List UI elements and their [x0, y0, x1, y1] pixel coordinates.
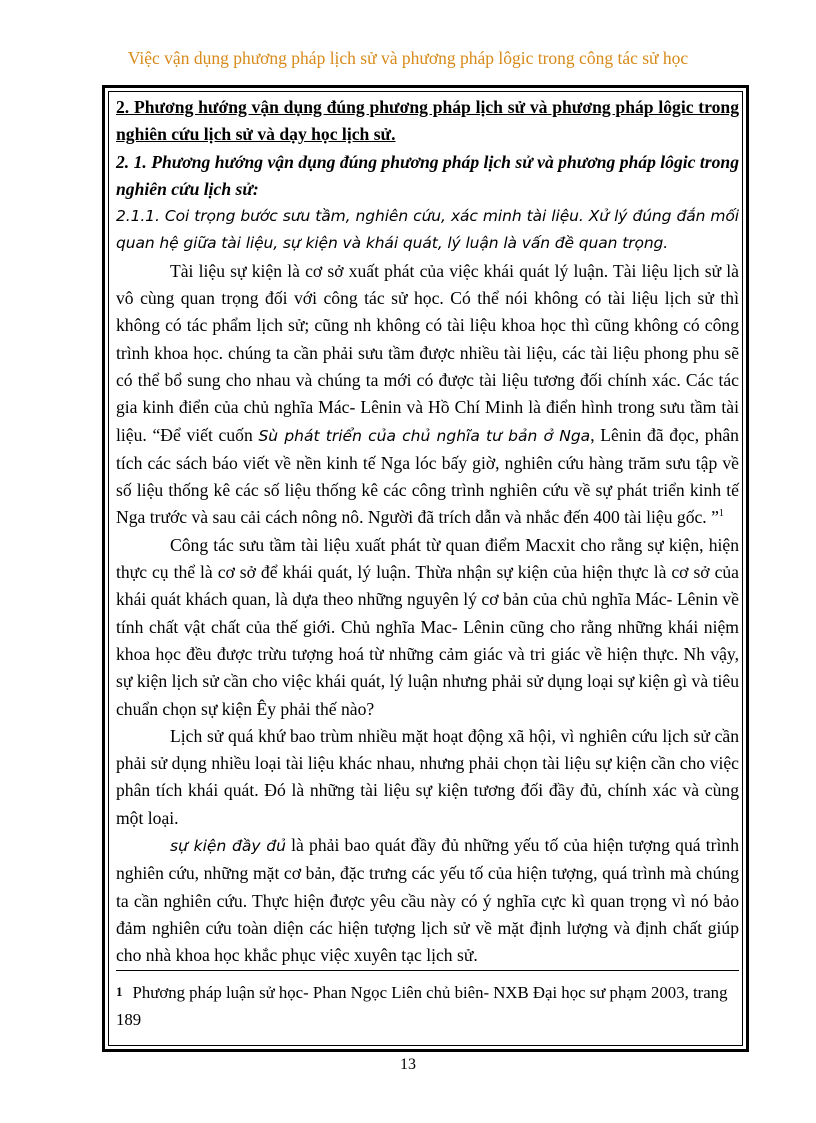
section-heading: 2. Phương hướng vận dụng đúng phương pháp lịch sử và phương pháp lôgic trong nghiên cứu lịch sử và dạy học lịch sử.: [116, 97, 739, 145]
main-content: [116, 94, 739, 970]
paragraph-1-rest: , Lênin đã đọc, phân tích các sách báo viết về nền kinh tế Nga lóc bấy giờ, nghiên cứu hàng trăm sưu tập về số liệu thống kê các số liệu thống kê các công trình nghiên cứu về sự phát triển kinh tế Nga trước và sau cải cách nông nô. Người đã trích dẫn và nhắc đến 400 tài liệu gốc. ”: [116, 424, 739, 528]
paragraph-1-text: Tài liệu sự kiện là cơ sở xuất phát của việc khái quát lý luận. Tài liệu lịch sử là vô cùng quan trọng đối với công tác sử học. Có thể nói không có tài liệu lịch sử thì không có tác phẩm lịch sử; cũng nh không có tài liệu khoa học thì cũng không có công trình khoa học. chúng ta cần phải sưu tầm được nhiều tài liệu, các tài liệu phong phu sẽ có thể bổ sung cho nhau và chúng ta mới có được tài liệu tương đối chính xác. Các tác gia kinh điển của chủ nghĩa Mác- Lênin và Hồ Chí Minh là điển hình trong sưu tầm tài liệu. “Để viết cuốn: [116, 260, 739, 445]
emphasis-term: sự kiện đầy đủ: [170, 837, 286, 856]
page-number: 13: [400, 1056, 416, 1073]
book-title: Sù phát triển của chủ nghĩa tư bản ở Nga: [258, 426, 591, 445]
sub-subsection-heading: 2.1.1. Coi trọng bước sưu tầm, nghiên cứu, xác minh tài liệu. Xử lý đúng đắn mối quan hệ giữa tài liệu, sự kiện và khái quát, lý luận là vấn đề quan trọng.: [116, 207, 739, 253]
footnote-text: Phương pháp luận sử học- Phan Ngọc Liên chủ biên- NXB Đại học sư phạm 2003, trang 189: [116, 983, 728, 1029]
paragraph-3: Lịch sử quá khứ bao trùm nhiều mặt hoạt động xã hội, vì nghiên cứu lịch sử cần phải sử dụng nhiều loại tài liệu khác nhau, nhưng phải chọn tài liệu sự kiện cần cho việc phân tích khái quát. Đó là những tài liệu sự kiện tương đối đầy đủ, chính xác và cùng một loại.: [116, 725, 739, 828]
footnote-reference[interactable]: 1: [718, 508, 724, 520]
paragraph-4-rest: là phải bao quát đầy đủ những yếu tố của hiện tượng quá trình nghiên cứu, những mặt cơ bản, đặc trưng các yếu tố của hiện tượng, quá trình mà chúng ta cần nghiên cứu. Thực hiện được yêu cầu này có ý nghĩa cực kì quan trọng vì nó bảo đảm nghiên cứu toàn diện các hiện tượng lịch sử về mặt định lượng và định chất giúp cho nhà khoa học khắc phục việc xuyên tạc lịch sử.: [116, 835, 739, 966]
subsection-heading: 2. 1. Phương hướng vận dụng đúng phương pháp lịch sử và phương pháp lôgic trong nghiên cứu lịch sử:: [116, 151, 739, 199]
paragraph-1: [116, 258, 739, 532]
footnote-separator: [116, 970, 739, 971]
paragraph-2: Công tác sưu tầm tài liệu xuất phát từ quan điểm Macxit cho rằng sự kiện, hiện thực cụ thể là cơ sở để khái quát, lý luận. Thừa nhận sự kiện của hiện thực là cơ sở của khái quát khách quan, là dựa theo những nguyên lý cơ bản của chủ nghĩa Mác- Lênin về tính chất vật chất của thế giới. Chủ nghĩa Mac- Lênin cũng cho rằng những khái niệm khoa học đều được trừu tượng hoá từ những cảm giác và tri giác về hiện thực. Nh vậy, sự kiện lịch sử cần cho việc khái quát, lý luận nhưng phải sử dụng loại sự kiện gì và tiêu chuẩn chọn sự kiện Êy phải thế nào?: [116, 534, 739, 719]
running-header: Việc vận dụng phương pháp lịch sử và phương pháp lôgic trong công tác sử học: [127, 48, 689, 68]
footnote: [116, 978, 739, 1033]
paragraph-4: [116, 832, 739, 969]
footnote-number: 1: [116, 984, 123, 999]
